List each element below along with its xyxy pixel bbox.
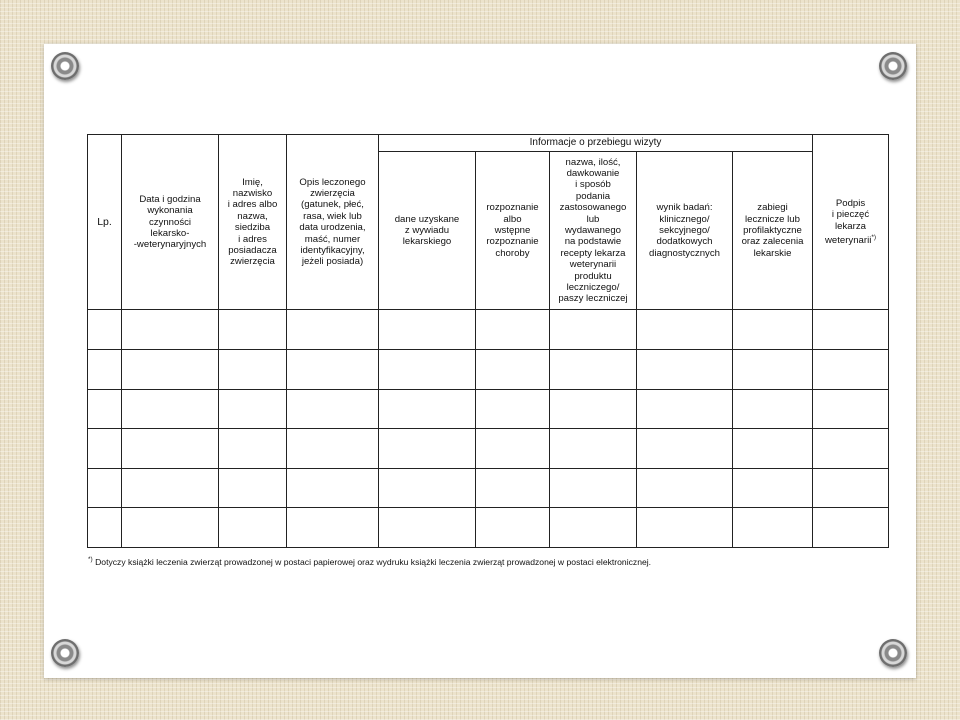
table-cell <box>813 389 889 429</box>
signature-footnote-mark: *) <box>871 234 877 242</box>
table-cell <box>287 468 379 508</box>
table-cell <box>476 350 550 390</box>
column-header-animal-description: Opis leczonego zwierzęcia (gatunek, płeć, rasa, wiek lub data urodzenia, maść, numer identyfikacyjny, jeżeli posiada) <box>287 135 379 310</box>
subheader-procedures: zabiegi lecznicze lub profilaktyczne oraz zalecenia lekarskie <box>733 152 813 310</box>
table-cell <box>287 350 379 390</box>
table-row <box>88 508 889 548</box>
table-cell <box>637 310 733 350</box>
table-cell <box>637 429 733 469</box>
table-cell <box>379 389 476 429</box>
table-cell <box>219 468 287 508</box>
table-cell <box>219 310 287 350</box>
column-group-header-visit-info: Informacje o przebiegu wizyty <box>379 135 813 152</box>
table-cell <box>219 508 287 548</box>
table-cell <box>813 508 889 548</box>
table-cell <box>88 389 122 429</box>
table-cell <box>733 350 813 390</box>
table-cell <box>88 310 122 350</box>
table-cell <box>287 429 379 469</box>
table-cell <box>550 389 637 429</box>
subheader-interview-data: dane uzyskane z wywiadu lekarskiego <box>379 152 476 310</box>
table-row <box>88 389 889 429</box>
table-cell <box>637 508 733 548</box>
table-cell <box>733 389 813 429</box>
table-cell <box>813 468 889 508</box>
table-cell <box>476 508 550 548</box>
table-cell <box>287 508 379 548</box>
table-cell <box>637 468 733 508</box>
table-cell <box>287 310 379 350</box>
table-cell <box>813 429 889 469</box>
table-cell <box>813 350 889 390</box>
header-row-1 <box>88 135 889 152</box>
table-cell <box>219 389 287 429</box>
table-cell <box>637 389 733 429</box>
table-cell <box>476 468 550 508</box>
table-cell <box>476 310 550 350</box>
subheader-medication: nazwa, ilość, dawkowanie i sposób podania zastosowanego lub wydawanego na podstawie recepty lekarza weterynarii produktu leczniczego/ paszy leczniczej <box>550 152 637 310</box>
table-cell <box>219 429 287 469</box>
table-cell <box>550 468 637 508</box>
footnote <box>88 556 888 567</box>
column-header-lp: Lp. <box>88 135 122 310</box>
table-cell <box>379 468 476 508</box>
table-cell <box>122 310 219 350</box>
table-cell <box>550 350 637 390</box>
table-cell <box>379 508 476 548</box>
subheader-test-results: wynik badań: klinicznego/ sekcyjnego/ dodatkowych diagnostycznych <box>637 152 733 310</box>
table-cell <box>379 310 476 350</box>
table-row <box>88 350 889 390</box>
table-cell <box>733 429 813 469</box>
table-row <box>88 429 889 469</box>
table-cell <box>88 468 122 508</box>
table-cell <box>733 508 813 548</box>
footnote-mark: *) <box>88 556 93 563</box>
table-cell <box>733 468 813 508</box>
table-cell <box>122 350 219 390</box>
document-scan <box>64 104 899 616</box>
table-cell <box>122 389 219 429</box>
table-cell <box>122 468 219 508</box>
table-cell <box>379 429 476 469</box>
table-cell <box>476 429 550 469</box>
table-cell <box>88 429 122 469</box>
table-row <box>88 468 889 508</box>
table-cell <box>88 350 122 390</box>
table-cell <box>637 350 733 390</box>
table-cell <box>550 429 637 469</box>
table-cell <box>550 508 637 548</box>
table-cell <box>219 350 287 390</box>
table-cell <box>379 350 476 390</box>
footnote-text: Dotyczy książki leczenia zwierząt prowadzonej w postaci papierowej oraz wydruku książki leczenia zwierząt prowadzonej w postaci elektronicznej. <box>92 556 652 567</box>
table-cell <box>550 310 637 350</box>
pushpin-icon <box>879 52 907 80</box>
column-header-signature <box>813 135 889 310</box>
table-cell <box>88 508 122 548</box>
slide <box>44 44 916 678</box>
table-cell <box>733 310 813 350</box>
signature-label: Podpis i pieczęć lekarza weterynarii <box>824 197 872 247</box>
table-cell <box>122 508 219 548</box>
subheader-diagnosis: rozpoznanie albo wstępne rozpoznanie choroby <box>476 152 550 310</box>
pushpin-icon <box>879 639 907 667</box>
table-cell <box>476 389 550 429</box>
table-cell <box>122 429 219 469</box>
table-cell <box>287 389 379 429</box>
column-header-owner: Imię, nazwisko i adres albo nazwa, siedziba i adres posiadacza zwierzęcia <box>219 135 287 310</box>
pushpin-icon <box>51 639 79 667</box>
pushpin-icon <box>51 52 79 80</box>
table-cell <box>813 310 889 350</box>
veterinary-treatment-log-table <box>87 134 889 548</box>
table-row <box>88 310 889 350</box>
column-header-date-time: Data i godzina wykonania czynności lekarsko- -weterynaryjnych <box>122 135 219 310</box>
